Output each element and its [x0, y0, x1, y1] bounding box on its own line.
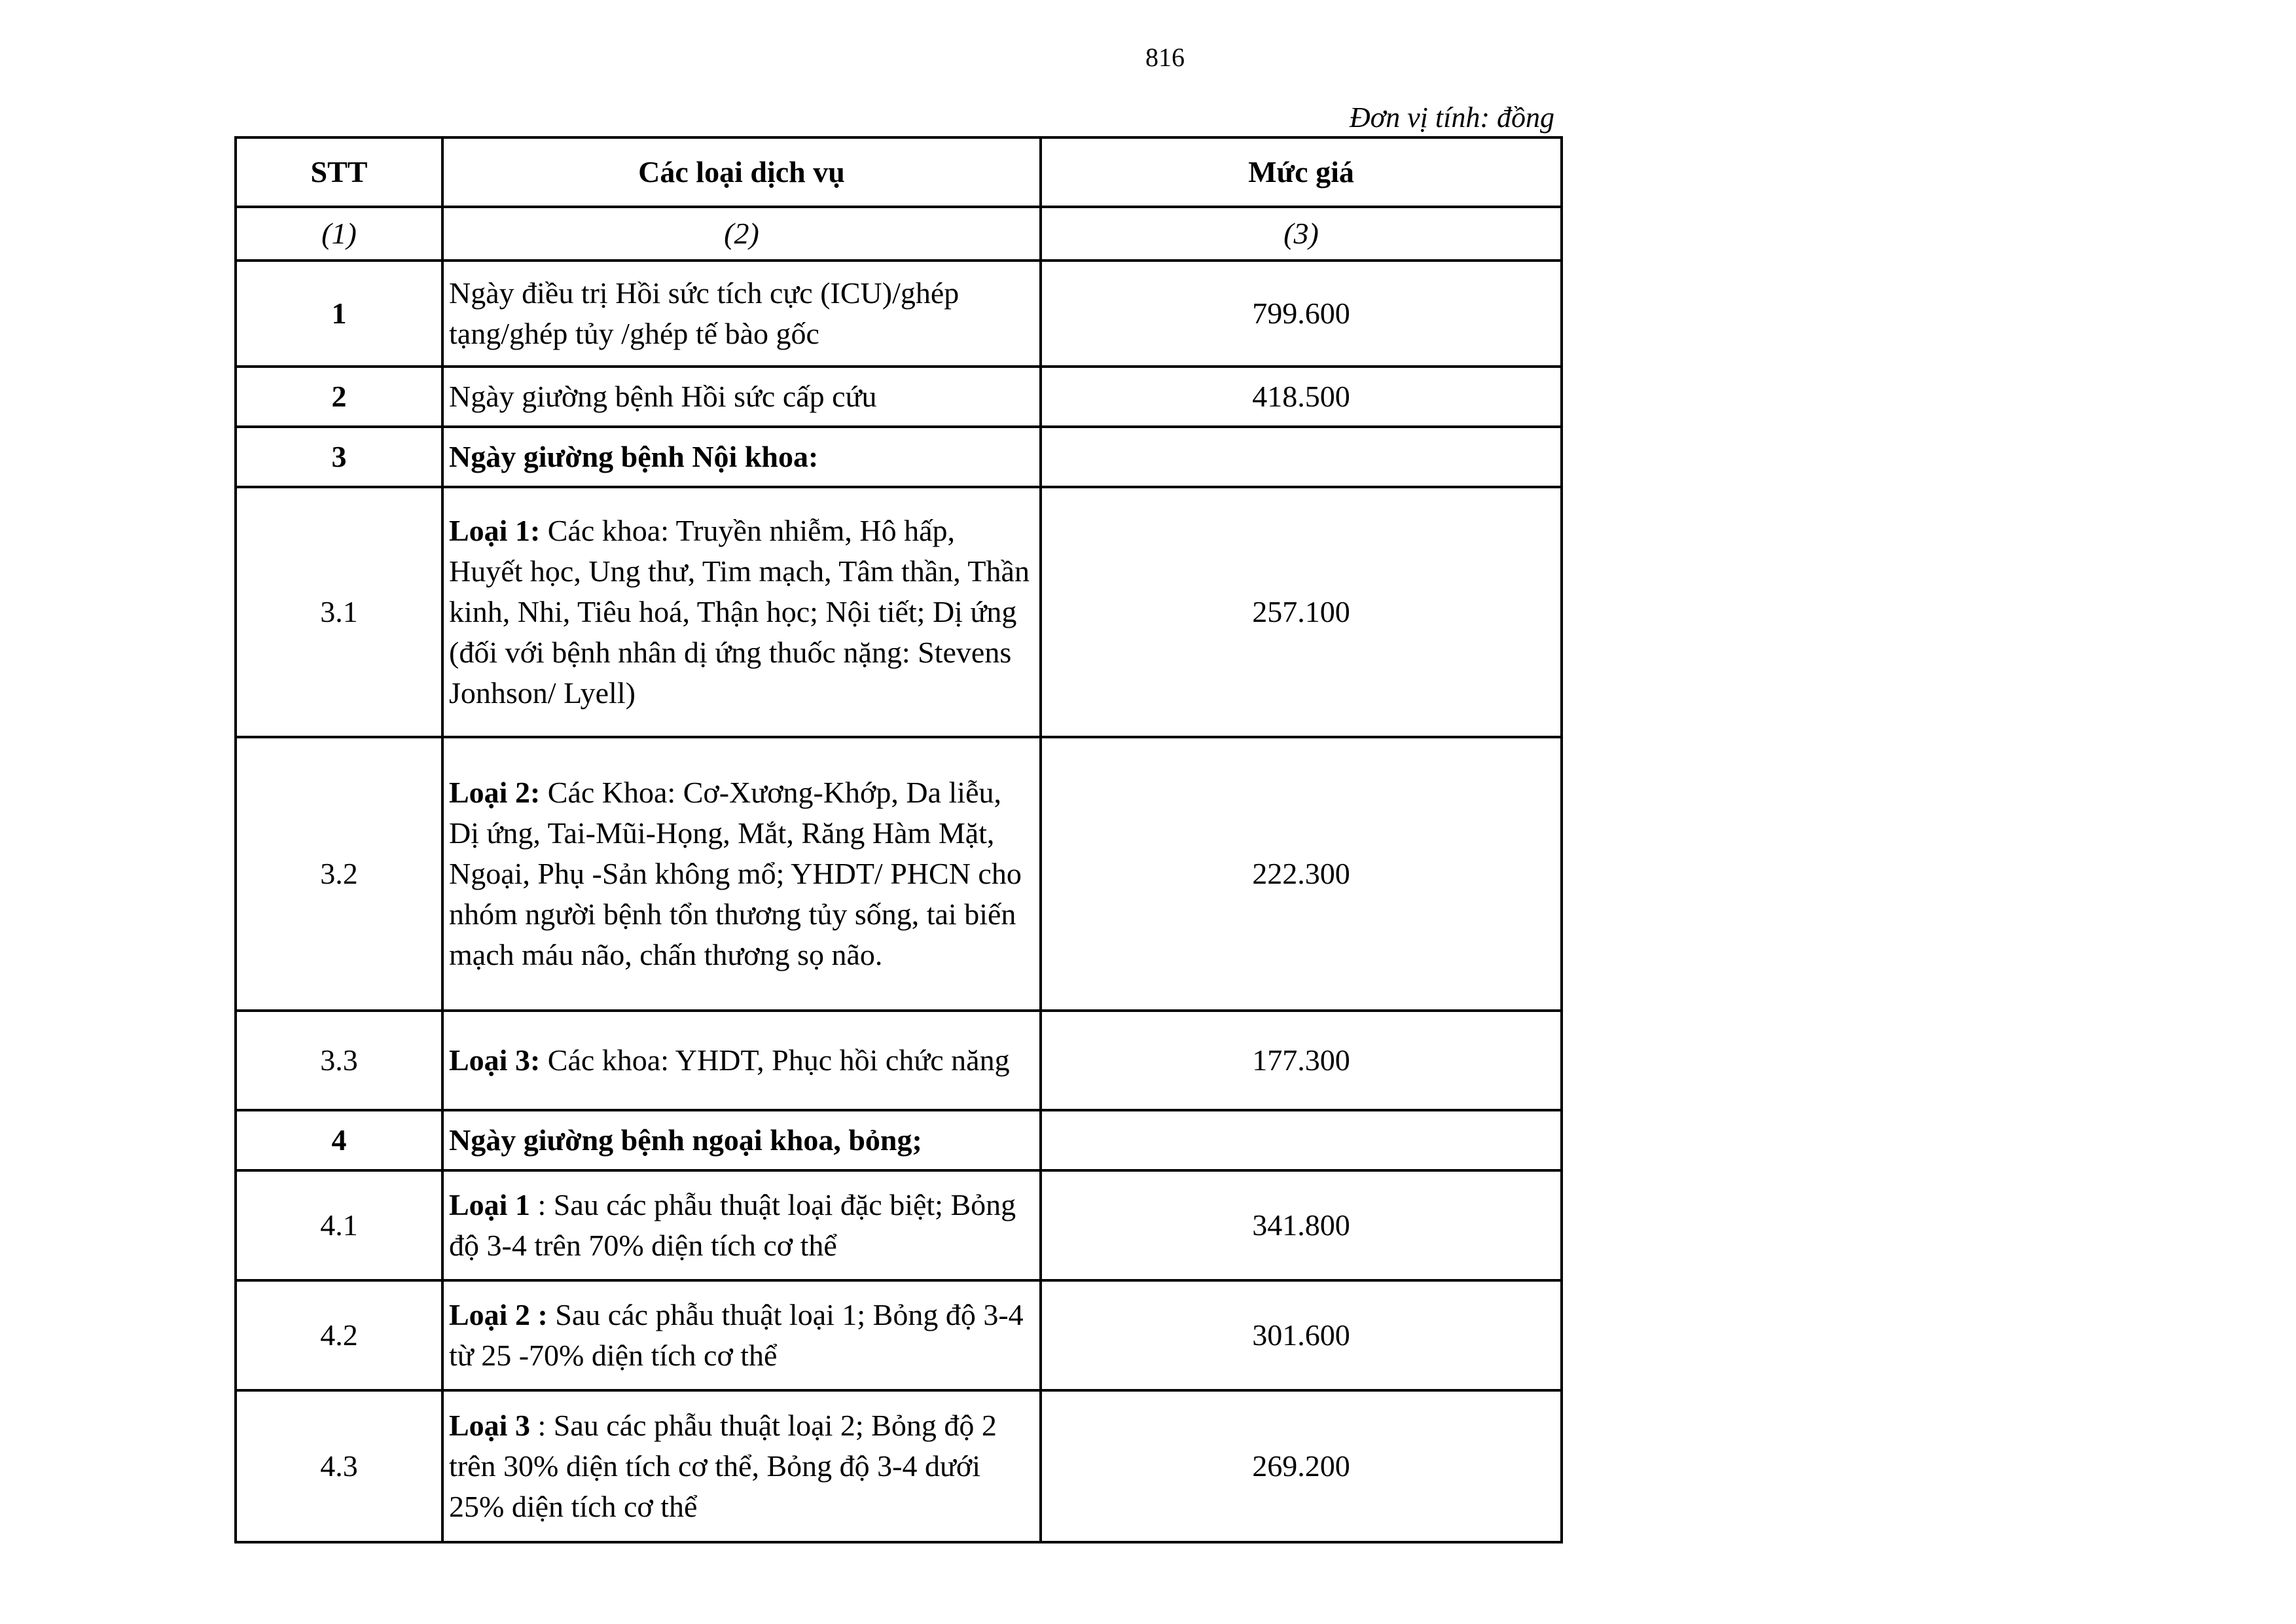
row-text: Ngày giường bệnh ngoại khoa, bỏng;	[449, 1123, 922, 1157]
row-label: Loại 2 :	[449, 1298, 548, 1331]
header-row	[236, 137, 1562, 207]
row-service	[442, 1390, 1041, 1542]
table-row	[236, 1170, 1562, 1280]
row-text: : Sau các phẫu thuật loại 2; Bỏng độ 2 trên 30% diện tích cơ thể, Bỏng độ 3-4 dưới 25% diện tích cơ thể	[449, 1409, 997, 1523]
row-label: Loại 2:	[449, 776, 541, 809]
row-price: 418.500	[1041, 367, 1562, 427]
header-stt: STT	[236, 137, 442, 207]
row-service	[442, 737, 1041, 1011]
row-stt: 3	[236, 427, 442, 487]
index-col-3: (3)	[1041, 207, 1562, 261]
row-stt: 3.1	[236, 487, 442, 737]
row-text: Các khoa: Truyền nhiễm, Hô hấp, Huyết học, Ung thư, Tim mạch, Tâm thần, Thần kinh, Nhi, Tiêu hoá, Thận học; Nội tiết; Dị ứng (đối với bệnh nhân dị ứng thuốc nặng: Stevens Jonhson/ Lyell)	[449, 514, 1030, 710]
unit-note: Đơn vị tính: đồng	[1349, 101, 1554, 134]
row-price: 177.300	[1041, 1011, 1562, 1110]
price-table	[234, 136, 1563, 1543]
header-service: Các loại dịch vụ	[442, 137, 1041, 207]
row-text: Ngày giường bệnh Nội khoa:	[449, 440, 819, 473]
row-text: Ngày giường bệnh Hồi sức cấp cứu	[449, 380, 877, 413]
index-col-1: (1)	[236, 207, 442, 261]
row-label: Loại 3:	[449, 1043, 541, 1077]
row-text: Ngày điều trị Hồi sức tích cực (ICU)/ghép tạng/ghép tủy /ghép tế bào gốc	[449, 276, 960, 350]
table-row	[236, 1110, 1562, 1170]
table-row	[236, 1011, 1562, 1110]
table-row	[236, 737, 1562, 1011]
row-price: 341.800	[1041, 1170, 1562, 1280]
row-service	[442, 1170, 1041, 1280]
row-service	[442, 1110, 1041, 1170]
row-service	[442, 367, 1041, 427]
row-stt: 4.3	[236, 1390, 442, 1542]
table-row	[236, 487, 1562, 737]
row-price: 301.600	[1041, 1280, 1562, 1390]
row-price	[1041, 1110, 1562, 1170]
row-price: 269.200	[1041, 1390, 1562, 1542]
table-row	[236, 261, 1562, 367]
row-service	[442, 487, 1041, 737]
row-service	[442, 1011, 1041, 1110]
row-service	[442, 1280, 1041, 1390]
page-number: 816	[1145, 43, 1185, 72]
table-row	[236, 427, 1562, 487]
row-label: Loại 1:	[449, 514, 541, 547]
table-row	[236, 367, 1562, 427]
row-stt: 3.3	[236, 1011, 442, 1110]
row-price: 222.300	[1041, 737, 1562, 1011]
row-stt: 4.1	[236, 1170, 442, 1280]
row-price	[1041, 427, 1562, 487]
row-price: 799.600	[1041, 261, 1562, 367]
row-label: Loại 3	[449, 1409, 530, 1442]
row-stt: 1	[236, 261, 442, 367]
row-service	[442, 261, 1041, 367]
row-stt: 3.2	[236, 737, 442, 1011]
table-row	[236, 1280, 1562, 1390]
row-text: Các khoa: YHDT, Phục hồi chức năng	[540, 1043, 1010, 1077]
index-row	[236, 207, 1562, 261]
index-col-2: (2)	[442, 207, 1041, 261]
row-text: Các Khoa: Cơ-Xương-Khớp, Da liễu, Dị ứng, Tai-Mũi-Họng, Mắt, Răng Hàm Mặt, Ngoại, Phụ -Sản không mổ; YHDT/ PHCN cho nhóm người bệnh tổn thương tủy sống, tai biến mạch máu não, chấn thương sọ não.	[449, 776, 1022, 971]
row-price: 257.100	[1041, 487, 1562, 737]
row-stt: 2	[236, 367, 442, 427]
row-stt: 4.2	[236, 1280, 442, 1390]
row-text: : Sau các phẫu thuật loại đặc biệt; Bỏng độ 3-4 trên 70% diện tích cơ thể	[449, 1188, 1016, 1262]
row-service	[442, 427, 1041, 487]
row-text: Sau các phẫu thuật loại 1; Bỏng độ 3-4 từ 25 -70% diện tích cơ thể	[449, 1298, 1024, 1372]
table-row	[236, 1390, 1562, 1542]
row-stt: 4	[236, 1110, 442, 1170]
header-price: Mức giá	[1041, 137, 1562, 207]
row-label: Loại 1	[449, 1188, 530, 1221]
